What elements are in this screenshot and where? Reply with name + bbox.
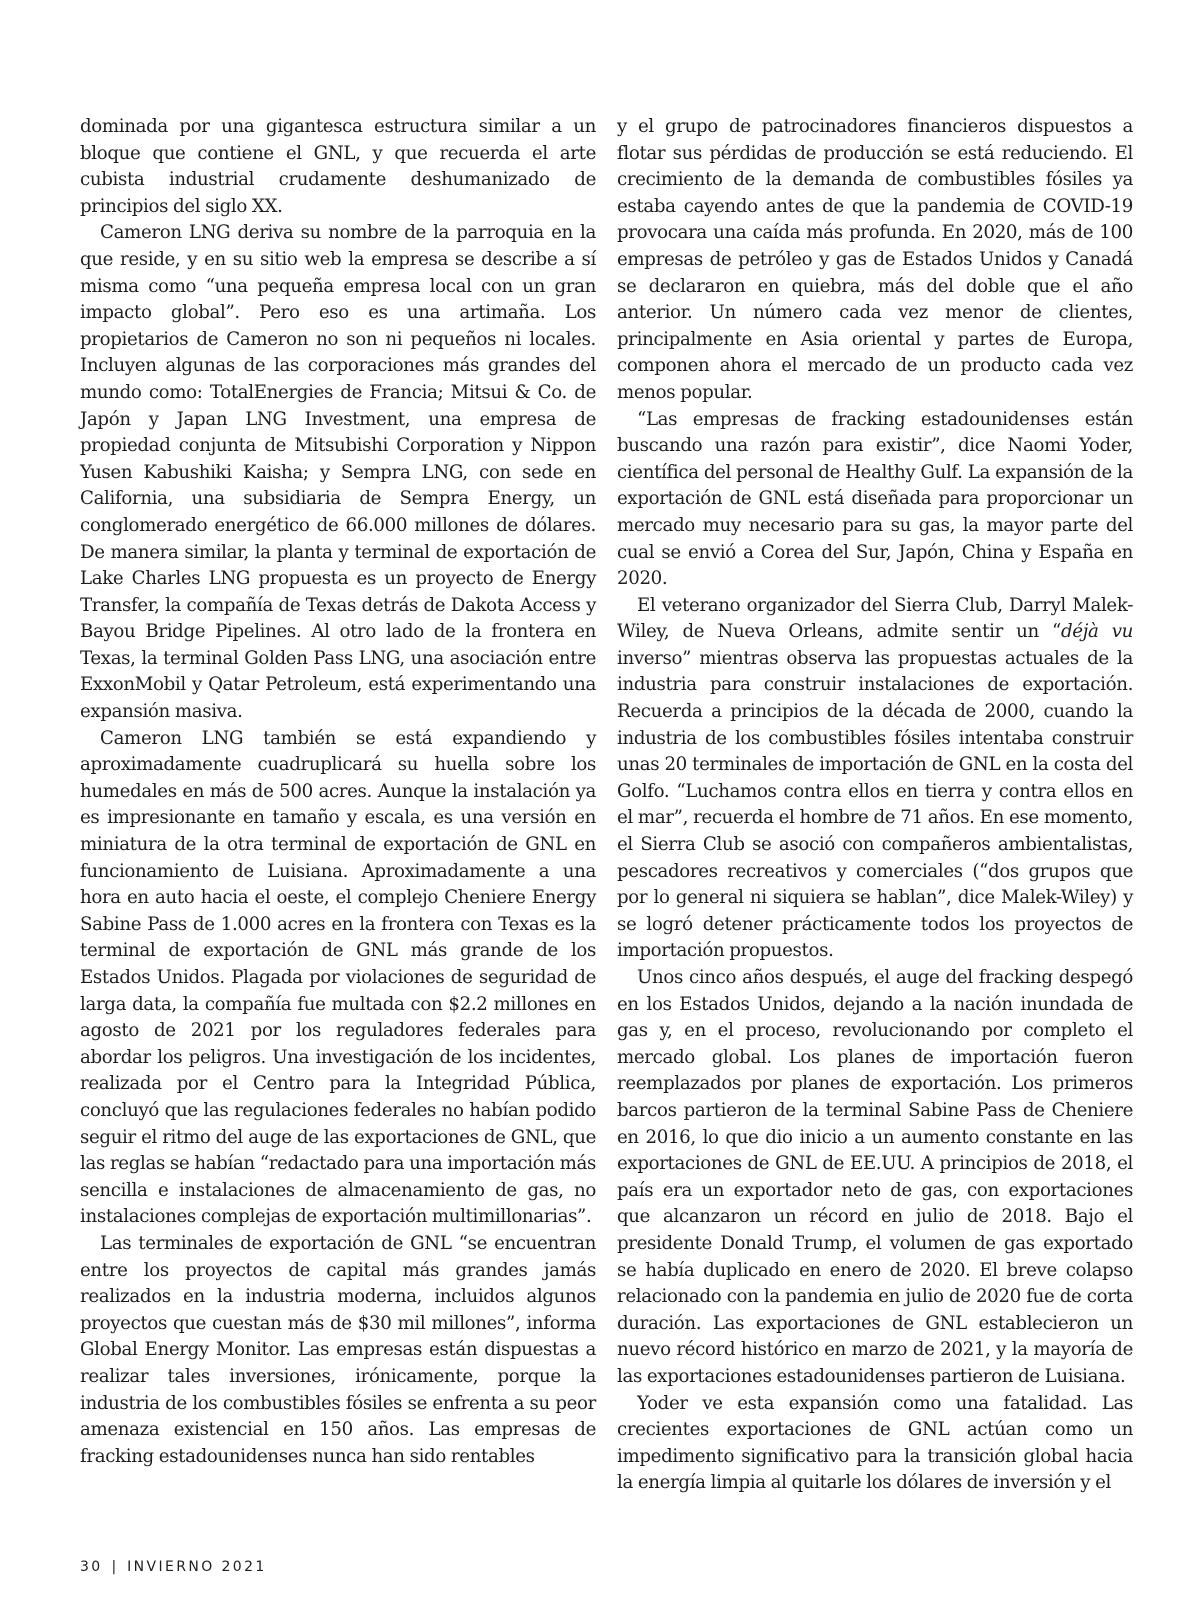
paragraph: “Las empresas de fracking estadounidenses están buscando una razón para existir”, dice Naomi Yoder, científica del personal de Healthy Gulf. La expansión de la exportación de GNL está diseñada para proporcionar un mercado muy necesario para su gas, la mayor parte del cual se envió a Corea del Sur, Japón, China y España en 2020. <box>617 408 1133 590</box>
paragraph: Unos cinco años después, el auge del fracking despegó en los Estados Unidos, dejando a la nación inundada de gas y, en el proceso, revolucionando por completo el mercado global. Los planes de importación fueron reemplazados por planes de exportación. Los primeros barcos partieron de la terminal Sabine Pass de Cheniere en 2016, lo que dio inicio a un aumento constante en las exportaciones de GNL de EE.UU. A principios de 2018, el país era un exportador neto de gas, con exportaciones que alcanzaron un récord en julio de 2018. Bajo el presidente Donald Trump, el volumen de gas exportado se había duplicado en enero de 2020. El breve colapso relacionado con la pandemia en julio de 2020 fue de corta duración. Las exportaciones de GNL establecieron un nuevo récord histórico en marzo de 2021, y la mayoría de las exportaciones estadounidenses partieron de Luisiana. <box>617 967 1133 1387</box>
left-column <box>80 114 596 1470</box>
paragraph: Yoder ve esta expansión como una fatalidad. Las crecientes exportaciones de GNL actúan como un impedimento significativo para la transición global hacia la energía limpia al quitarle los dólares de inversión y el <box>617 1392 1133 1494</box>
paragraph: Cameron LNG también se está expandiendo y aproximadamente cuadruplicará su huella sobre los humedales en más de 500 acres. Aunque la instalación ya es impresionante en tamaño y escala, es una versión en miniatura de la otra terminal de exportación de GNL en funcionamiento de Luisiana. Aproximadamente a una hora en auto hacia el oeste, el complejo Cheniere Energy Sabine Pass de 1.000 acres en la frontera con Texas es la terminal de exportación de GNL más grande de los Estados Unidos. Plagada por violaciones de seguridad de larga data, la compañía fue multada con $2.2 millones en agosto de 2021 por los reguladores federales para abordar los peligros. Una investigación de los incidentes, realizada por el Centro para la Integridad Pública, concluyó que las regulaciones federales no habían podido seguir el ritmo del auge de las exportaciones de GNL, que las reglas se habían “redactado para una importación más sencilla e instalaciones de almacenamiento de gas, no instalaciones complejas de exportación multimillonarias”. <box>80 727 596 1228</box>
paragraph <box>617 593 1133 965</box>
page-footer <box>80 1559 267 1575</box>
paragraph-text: inverso” mientras observa las propuestas actuales de la industria para construir instalaciones de exportación. Recuerda a principios de la década de 2000, cuando la industria de los combustibles fósiles intentaba construir unas 20 terminales de importación de GNL en la costa del Golfo. “Luchamos contra ellos en tierra y contra ellos en el mar”, recuerda el hombre de 71 años. En ese momento, el Sierra Club se asoció con compañeros ambientalistas, pescadores recreativos y comerciales (“dos grupos que por lo general ni siquiera se hablan”, dice Malek-Wiley) y se logró detener prácticamente todos los proyectos de importación propuestos. <box>617 647 1133 962</box>
issue-label: INVIERNO 2021 <box>127 1559 267 1575</box>
italic-phrase: déjà vu <box>1061 621 1133 643</box>
paragraph-text: El veterano organizador del Sierra Club, Darryl Malek-Wiley, de Nueva Orleans, admite sentir un “ <box>617 594 1133 643</box>
paragraph: Cameron LNG deriva su nombre de la parroquia en la que reside, y en su sitio web la empresa se describe a sí misma como “una pequeña empresa local con un gran impacto global”. Pero eso es una artimaña. Los propietarios de Cameron no son ni pequeños ni locales. Incluyen algunas de las corporaciones más grandes del mundo como: TotalEnergies de Francia; Mitsui & Co. de Japón y Japan LNG Investment, una empresa de propiedad conjunta de Mitsubishi Corporation y Nippon Yusen Kabushiki Kaisha; y Sempra LNG, con sede en California, una subsidiaria de Sempra Energy, un conglomerado energético de 66.000 millones de dólares. De manera similar, la planta y terminal de exportación de Lake Charles LNG propuesta es un proyecto de Energy Transfer, la compañía de Texas detrás de Dakota Access y Bayou Bridge Pipelines. Al otro lado de la frontera en Texas, la terminal Golden Pass LNG, una asociación entre ExxonMobil y Qatar Petroleum, está experimentando una expansión masiva. <box>80 222 596 723</box>
paragraph: Las terminales de exportación de GNL “se encuentran entre los proyectos de capital más grandes jamás realizados en la industria moderna, incluidos algunos proyectos que cuestan más de $30 mil millones”, informa Global Energy Monitor. Las empresas están dispuestas a realizar tales inversiones, irónicamente, porque la industria de los combustibles fósiles se enfrenta a su peor amenaza existencial en 150 años. Las empresas de fracking estadounidenses nunca han sido rentables <box>80 1232 596 1467</box>
footer-separator: | <box>111 1559 117 1575</box>
paragraph: y el grupo de patrocinadores financieros dispuestos a flotar sus pérdidas de producción se está reduciendo. El crecimiento de la demanda de combustibles fósiles ya estaba cayendo antes de que la pandemia de COVID-19 provocara una caída más profunda. En 2020, más de 100 empresas de petróleo y gas de Estados Unidos y Canadá se declararon en quiebra, más del doble que el año anterior. Un número cada vez menor de clientes, principalmente en Asia oriental y partes de Europa, componen ahora el mercado de un producto cada vez menos popular. <box>617 116 1133 403</box>
page-number: 30 <box>80 1559 103 1575</box>
right-column <box>617 114 1133 1497</box>
paragraph: dominada por una gigantesca estructura similar a un bloque que contiene el GNL, y que recuerda el arte cubista industrial crudamente deshumanizado de principios del siglo XX. <box>80 116 596 217</box>
